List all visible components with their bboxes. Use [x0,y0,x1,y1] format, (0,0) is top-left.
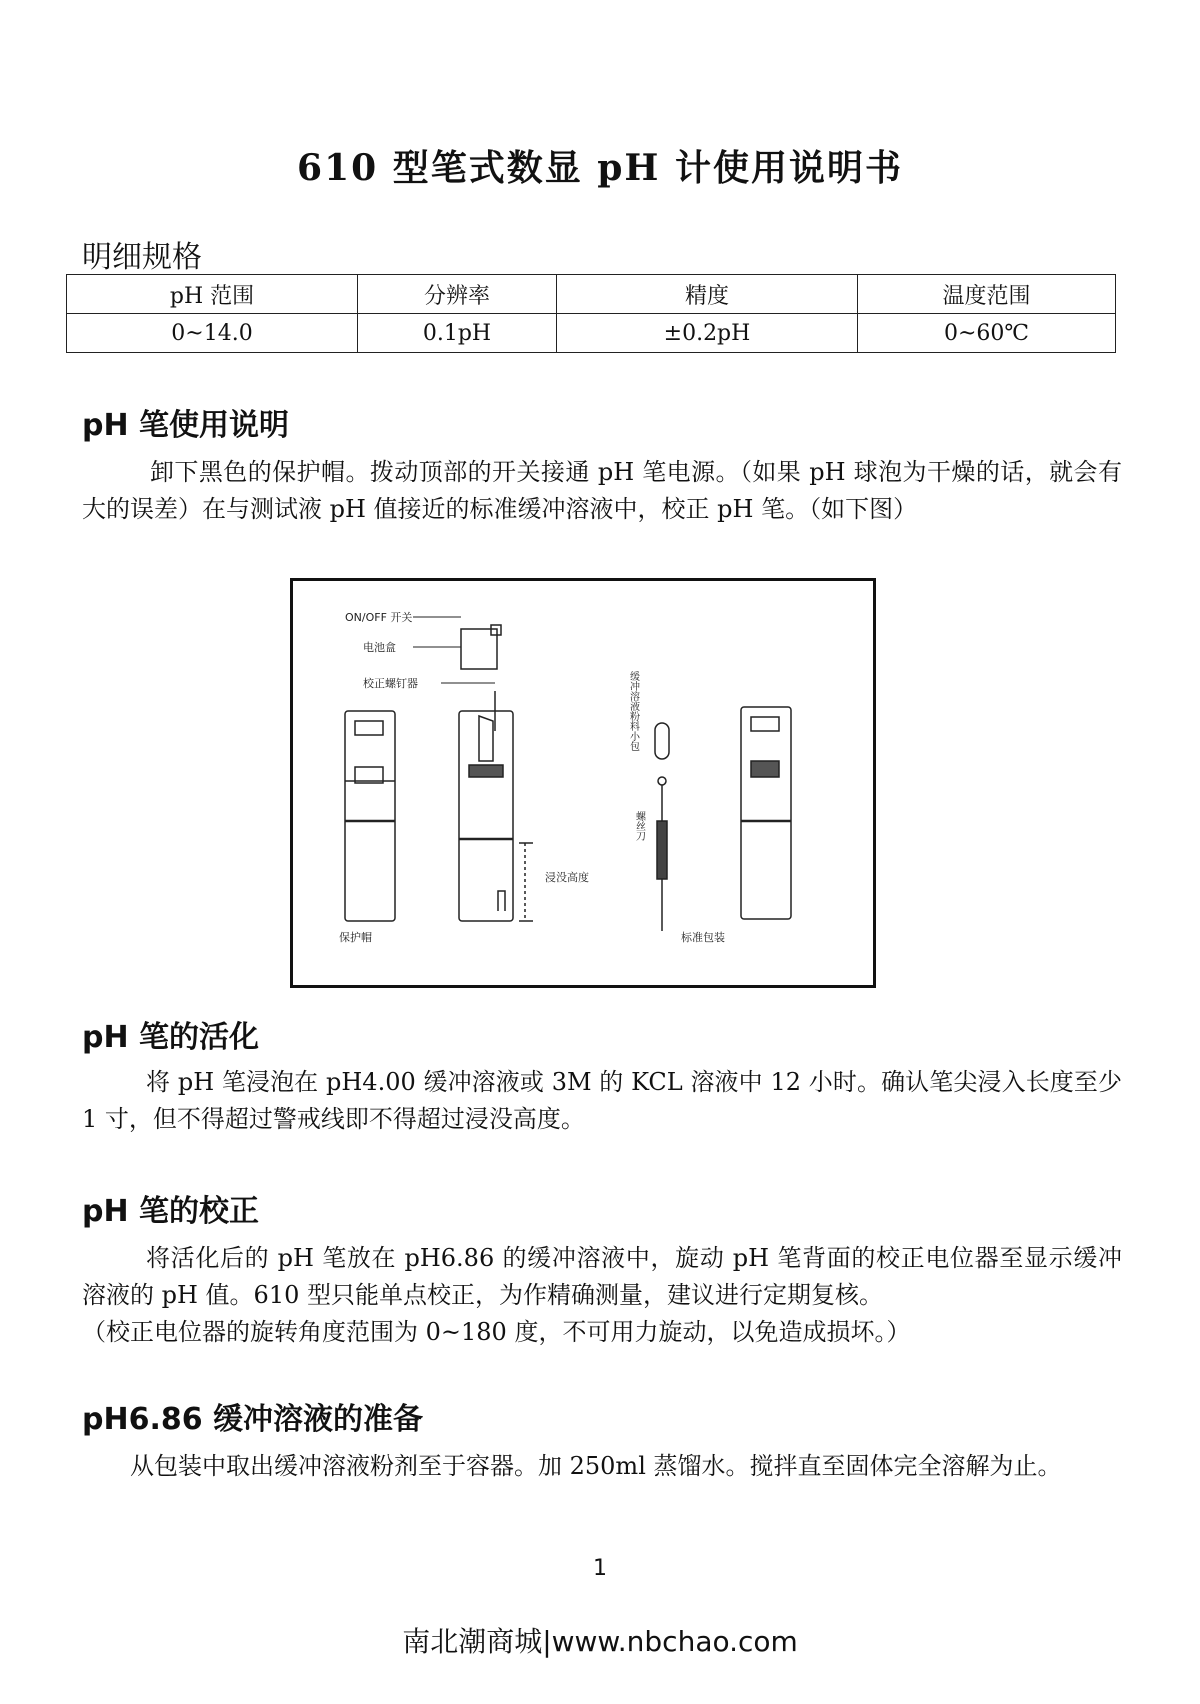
spec-table [66,274,1116,353]
label-powder: 缓冲溶液粉料小包 [627,671,639,751]
activation-heading: pH 笔的活化 [82,1020,260,1055]
pen-standard [741,707,791,919]
spec-value-cell: ±0.2pH [557,314,858,353]
buffer-heading: pH6.86 缓冲溶液的准备 [82,1402,424,1437]
pen-exploded [459,625,533,921]
calibration-note: （校正电位器的旋转角度范围为 0~180 度，不可用力旋动，以免造成损坏。） [82,1318,911,1346]
label-depth: 浸没高度 [545,871,589,884]
footer-watermark: 南北潮商城|www.nbchao.com [402,1625,798,1658]
spec-value-cell: 0~14.0 [67,314,358,353]
usage-heading: pH 笔使用说明 [82,408,290,443]
ph-pen-diagram [290,578,876,988]
calibration-heading: pH 笔的校正 [82,1194,260,1229]
spec-value-cell: 0.1pH [358,314,557,353]
label-switch: ON/OFF 开关 [345,611,413,624]
spec-header-cell: 精度 [557,275,858,314]
spec-heading: 明细规格 [82,240,202,275]
screwdriver [657,777,667,931]
buffer-paragraph: 从包装中取出缓冲溶液粉剂至于容器。加 250ml 蒸馏水。搅拌直至固体完全溶解为止。 [130,1452,1062,1480]
leader-lines [413,617,495,683]
spec-value-cell: 0~60℃ [858,314,1116,353]
usage-paragraph: 卸下黑色的保护帽。拨动顶部的开关接通 pH 笔电源。（如果 pH 球泡为干燥的话，就会有大的误差）在与测试液 pH 值接近的标准缓冲溶液中，校正 pH 笔。（如下图） [82,458,1122,523]
pen-with-cap [345,711,395,921]
label-battery: 电池盒 [363,641,396,654]
label-screwdriver: 螺丝刀 [633,811,645,841]
spec-header-cell: 温度范围 [858,275,1116,314]
diagram-svg [293,581,873,985]
spec-value-row [67,314,1116,353]
label-package: 标准包装 [681,931,725,944]
calibration-paragraph: 将活化后的 pH 笔放在 pH6.86 的缓冲溶液中，旋动 pH 笔背面的校正电位器至显示缓冲溶液的 pH 值。610 型只能单点校正，为作精确测量，建议进行定期复核。 [82,1244,1122,1309]
label-cap: 保护帽 [339,931,372,944]
powder-packet [655,723,669,759]
spec-header-cell: pH 范围 [67,275,358,314]
activation-paragraph: 将 pH 笔浸泡在 pH4.00 缓冲溶液或 3M 的 KCL 溶液中 12 小时。确认笔尖浸入长度至少 1 寸，但不得超过警戒线即不得超过浸没高度。 [82,1068,1122,1133]
spec-header-row [67,275,1116,314]
page-number: 1 [593,1556,607,1581]
label-calib: 校正螺钉器 [363,677,418,690]
spec-header-cell: 分辨率 [358,275,557,314]
page-title: 610 型笔式数显 pH 计使用说明书 [297,147,903,189]
